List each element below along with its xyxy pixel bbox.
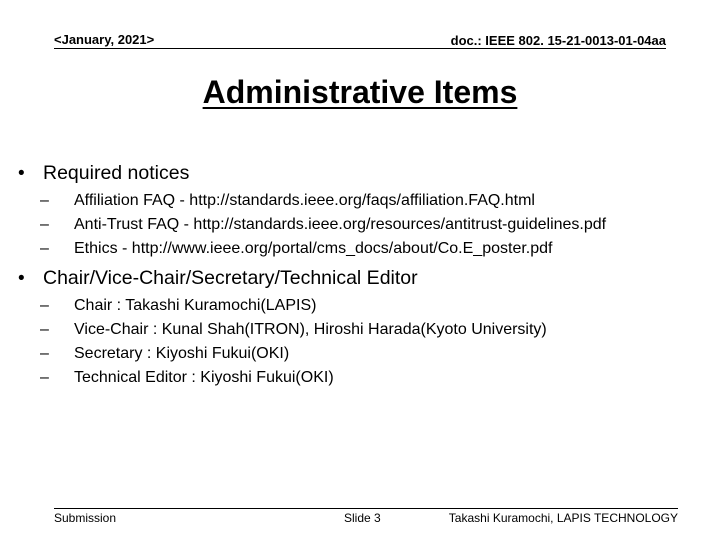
list-item-text: Technical Editor : Kiyoshi Fukui(OKI)	[74, 369, 334, 386]
footer-submission: Submission	[54, 511, 117, 525]
footer-author: Takashi Kuramochi, LAPIS TECHNOLOGY	[448, 511, 678, 525]
list-item	[40, 318, 698, 342]
slide-content	[18, 160, 698, 394]
header-divider	[54, 48, 666, 49]
footer-divider	[54, 508, 678, 509]
dash-icon: –	[40, 216, 49, 233]
dash-icon: –	[40, 321, 49, 338]
dash-icon: –	[40, 297, 49, 314]
list-item	[40, 237, 698, 261]
list-item-text: Secretary : Kiyoshi Fukui(OKI)	[74, 345, 290, 362]
list-item	[40, 213, 698, 237]
section-heading: Required notices	[43, 162, 190, 184]
dash-icon: –	[40, 192, 49, 209]
list-item	[40, 342, 698, 366]
slide-title: Administrative Items	[202, 74, 518, 110]
dash-icon: –	[40, 345, 49, 362]
required-notices-list	[40, 189, 698, 261]
list-item	[40, 189, 698, 213]
bullet-icon: •	[18, 163, 25, 184]
list-item-text: Ethics - http://www.ieee.org/portal/cms_docs/about/Co.E_poster.pdf	[74, 240, 553, 257]
dash-icon: –	[40, 240, 49, 257]
dash-icon: –	[40, 369, 49, 386]
list-item-text: Anti-Trust FAQ - http://standards.ieee.org/resources/antitrust-guidelines.pdf	[74, 216, 607, 233]
officers-list	[40, 294, 698, 390]
list-item	[40, 366, 698, 390]
header-doc-id: doc.: IEEE 802. 15-21-0013-01-04aa	[450, 33, 666, 48]
list-item-text: Chair : Takashi Kuramochi(LAPIS)	[74, 297, 317, 314]
section-officers	[18, 265, 698, 292]
header-date: <January, 2021>	[54, 32, 155, 47]
bullet-icon: •	[18, 268, 25, 289]
list-item-text: Vice-Chair : Kunal Shah(ITRON), Hiroshi Harada(Kyoto University)	[74, 321, 547, 338]
list-item-text: Affiliation FAQ - http://standards.ieee.org/faqs/affiliation.FAQ.html	[74, 192, 535, 209]
section-heading: Chair/Vice-Chair/Secretary/Technical Editor	[43, 267, 418, 289]
list-item	[40, 294, 698, 318]
section-required-notices	[18, 160, 698, 187]
footer-slide-number: Slide 3	[344, 511, 381, 525]
